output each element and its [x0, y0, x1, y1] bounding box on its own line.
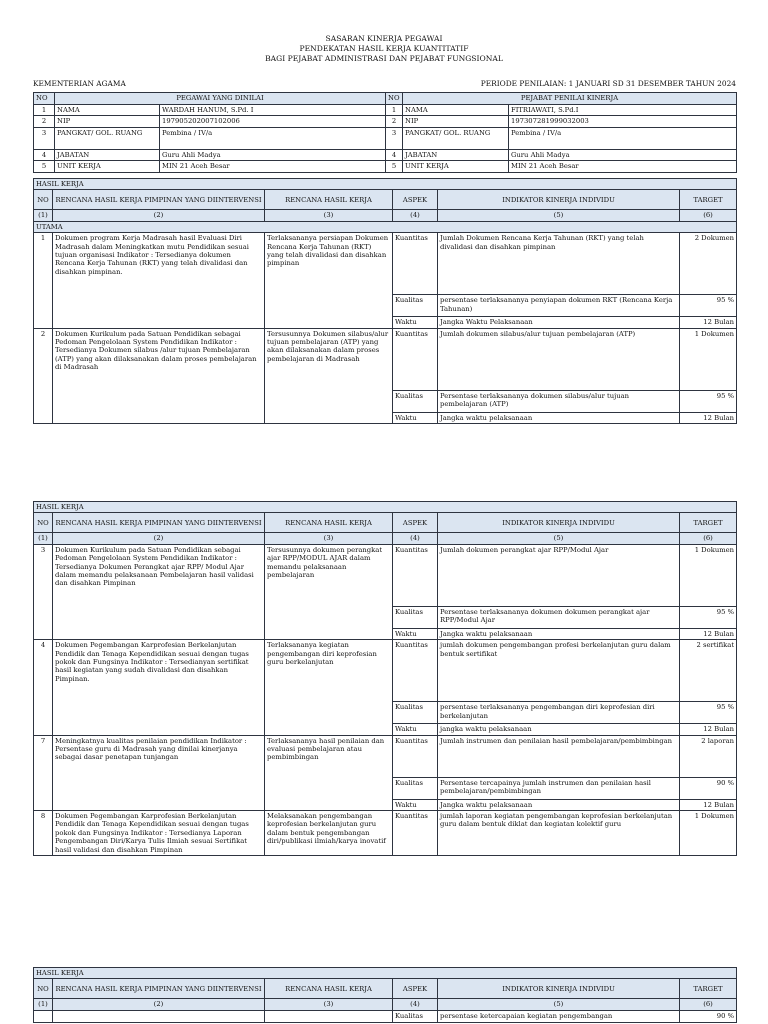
item-pimpinan: Meningkatnya kualitas penilaian pendidikan Indikator : Persentase guru di Madrasah yang dinilai kinerjanya sebagai dasar penetapan tunjangan — [53, 735, 265, 810]
col-num: (4) — [393, 210, 438, 221]
section-title: HASIL KERJA — [34, 502, 737, 513]
employee-unit: MIN 21 Aceh Besar — [160, 161, 386, 172]
item-indikator: Jumlah Dokumen Rencana Kerja Tahunan (RKT) yang telah divalidasi dan disahkan pimpinan — [438, 233, 680, 295]
item-no: 7 — [34, 735, 53, 810]
col-aspek: ASPEK — [393, 513, 438, 533]
identity-row — [34, 105, 737, 116]
item-aspek: Kuantitas — [393, 544, 438, 606]
employee-rank: Pembina / IV/a — [160, 127, 386, 149]
item-aspek: Waktu — [393, 724, 438, 735]
col-num: (5) — [438, 533, 680, 544]
row-no: 3 — [386, 127, 403, 149]
item-pimpinan: Dokumen Kurikulum pada Satuan Pendidikan sebagai Pedoman Pengelolaan System Pendidikan Indikator : Tersedianya Dokumen Perangkat ajar RPP/ Modul Ajar dalam memandu pelaksanaan Pembelajaran hasil validasi dan disahkan Pimpinan — [53, 544, 265, 639]
col-num: (3) — [265, 999, 393, 1010]
table-row — [34, 233, 737, 295]
identity-no-header: NO — [34, 93, 55, 105]
col-num: (6) — [680, 210, 737, 221]
item-rhk: Tersusunnya dokumen perangkat ajar RPP/MODUL AJAR dalam memandu pelaksanaan pembelajaran — [265, 544, 393, 639]
field-label: PANGKAT/ GOL. RUANG — [55, 127, 160, 149]
item-target: 12 Bulan — [680, 799, 737, 810]
section-title: HASIL KERJA — [34, 179, 737, 190]
item-pimpinan: Dokumen Pegembangan Karprofesian Berkelanjutan Pendidik dan Tenaga Kependidikan sesuai dengan tugas pokok dan Fungsinya Indikator : Tersedianya Laporan Pengembangan Diri/Karya Tulis Ilmiah sesuai Sertifikat hasil validasi dan disahkan Pimpinan — [53, 811, 265, 856]
identity-row — [34, 161, 737, 172]
item-rhk: Tersusunnya Dokumen silabus/alur tujuan pembelajaran (ATP) yang akan dilaksanakan dalam proses pembelajaran di Madrasah — [265, 328, 393, 423]
field-label: PANGKAT/ GOL. RUANG — [403, 127, 509, 149]
work-results-table-3 — [33, 967, 737, 1023]
field-label: JABATAN — [55, 149, 160, 160]
row-no: 5 — [34, 161, 55, 172]
assessor-position: Guru Ahli Madya — [509, 149, 737, 160]
row-no: 1 — [34, 105, 55, 116]
col-num: (2) — [53, 210, 265, 221]
assessment-period: PERIODE PENILAIAN: 1 JANUARI SD 31 DESEMBER TAHUN 2024 — [480, 79, 736, 88]
item-target: 12 Bulan — [680, 628, 737, 639]
item-no: 1 — [34, 233, 53, 328]
row-no: 1 — [386, 105, 403, 116]
employee-name: WARDAH HANUM, S.Pd. I — [160, 105, 386, 116]
col-no: NO — [34, 979, 53, 999]
item-aspek: Waktu — [393, 799, 438, 810]
col-indikator: INDIKATOR KINERJA INDIVIDU — [438, 979, 680, 999]
work-results-table-2 — [33, 501, 737, 856]
item-aspek: Kualitas — [393, 390, 438, 412]
item-rhk — [265, 1010, 393, 1022]
field-label: NAMA — [55, 105, 160, 116]
col-rhk-pimpinan: RENCANA HASIL KERJA PIMPINAN YANG DIINTERVENSI — [53, 979, 265, 999]
col-indikator: INDIKATOR KINERJA INDIVIDU — [438, 190, 680, 210]
row-no: 4 — [34, 149, 55, 160]
item-indikator: Jumlah instrumen dan penilaian hasil pembelajaran/pembimbingan — [438, 735, 680, 777]
title-line-2: PENDEKATAN HASIL KERJA KUANTITATIF — [299, 44, 469, 53]
field-label: UNIT KERJA — [55, 161, 160, 172]
col-num: (6) — [680, 533, 737, 544]
col-no: NO — [34, 190, 53, 210]
identity-row — [34, 116, 737, 127]
table-row — [34, 1010, 737, 1022]
field-label: JABATAN — [403, 149, 509, 160]
col-target: TARGET — [680, 513, 737, 533]
col-num: (5) — [438, 999, 680, 1010]
item-target: 90 % — [680, 777, 737, 799]
item-indikator: Jumlah dokumen perangkat ajar RPP/Modul Ajar — [438, 544, 680, 606]
item-aspek: Kualitas — [393, 1010, 438, 1022]
title-line-3: BAGI PEJABAT ADMINISTRASI DAN PEJABAT FUNGSIONAL — [265, 54, 503, 63]
item-target: 1 Dokumen — [680, 811, 737, 856]
item-target: 12 Bulan — [680, 412, 737, 423]
table-row — [34, 811, 737, 856]
item-rhk: Terlaksananya hasil penilaian dan evaluasi pembelajaran atau pembimbingan — [265, 735, 393, 810]
employee-nip: 197905202007102006 — [160, 116, 386, 127]
col-num: (2) — [53, 999, 265, 1010]
col-rhk: RENCANA HASIL KERJA — [265, 979, 393, 999]
item-pimpinan: Dokumen Kurikulum pada Satuan Pendidikan sebagai Pedoman Pengelolaan System Pendidikan Indikator : Tersedianya Dokumen silabus /alur tujuan Pembelajaran (ATP) yang akan dilaksanakan dalam proses pembelajaran di Madrasah — [53, 328, 265, 423]
item-aspek: Kualitas — [393, 295, 438, 317]
item-no: 3 — [34, 544, 53, 639]
item-no: 2 — [34, 328, 53, 423]
item-indikator: jangka waktu pelaksanaan — [438, 724, 680, 735]
table-row — [34, 544, 737, 606]
col-num: (1) — [34, 533, 53, 544]
field-label: NIP — [403, 116, 509, 127]
utama-label: UTAMA — [34, 221, 737, 232]
title-line-1: SASARAN KINERJA PEGAWAI — [325, 34, 443, 43]
col-rhk: RENCANA HASIL KERJA — [265, 513, 393, 533]
item-aspek: Kuantitas — [393, 811, 438, 856]
col-aspek: ASPEK — [393, 190, 438, 210]
item-indikator: persentase terlaksananya penyiapan dokumen RKT (Rencana Kerja Tahunan) — [438, 295, 680, 317]
item-indikator: jumlah dokumen pengembangan profesi berkelanjutan guru dalam bentuk sertifikat — [438, 640, 680, 702]
item-aspek: Waktu — [393, 317, 438, 328]
col-num: (1) — [34, 999, 53, 1010]
item-no — [34, 1010, 53, 1022]
assessor-rank: Pembina / IV/a — [509, 127, 737, 149]
identity-table — [33, 92, 737, 173]
item-target: 12 Bulan — [680, 317, 737, 328]
row-no: 2 — [386, 116, 403, 127]
item-aspek: Kualitas — [393, 702, 438, 724]
item-pimpinan: Dokumen Pegembangan Karprofesian Berkelanjutan Pendidik dan Tenaga Kependidikan sesuai dengan tugas pokok dan Fungsinya Indikator : Tersedianyan sertifikat hasil kegiatan yang sudah divalidasi dan disahkan Pimpinan. — [53, 640, 265, 735]
col-rhk-pimpinan: RENCANA HASIL KERJA PIMPINAN YANG DIINTERVENSI — [53, 513, 265, 533]
item-aspek: Kualitas — [393, 777, 438, 799]
item-indikator: jumlah laporan kegiatan pengembangan keprofesian berkelanjutan guru dalam bentuk diklat dan kegiatan kolektif guru — [438, 811, 680, 856]
row-no: 5 — [386, 161, 403, 172]
item-no: 4 — [34, 640, 53, 735]
item-pimpinan: Dokumen program Kerja Madrasah hasil Evaluasi Diri Madrasah dalam Meningkatkan mutu Pendidikan sesuai tujuan organisasi Indikator : Tersedianya dokumen Rencana Kerja Tahunan (RKT) yang telah divalidasi dan disahkan pimpinan. — [53, 233, 265, 328]
col-rhk: RENCANA HASIL KERJA — [265, 190, 393, 210]
field-label: UNIT KERJA — [403, 161, 509, 172]
item-target: 95 % — [680, 295, 737, 317]
item-target: 95 % — [680, 702, 737, 724]
col-aspek: ASPEK — [393, 979, 438, 999]
item-target: 1 Dokumen — [680, 544, 737, 606]
assessor-name: FITRIAWATI, S.Pd.I — [509, 105, 737, 116]
item-no: 8 — [34, 811, 53, 856]
employee-position: Guru Ahli Madya — [160, 149, 386, 160]
item-indikator: persentase ketercapaian kegiatan pengembangan — [438, 1010, 680, 1022]
col-num: (4) — [393, 999, 438, 1010]
identity-no-header-right: NO — [386, 93, 403, 105]
section-title: HASIL KERJA — [34, 968, 737, 979]
item-aspek: Kuantitas — [393, 233, 438, 295]
item-rhk: Terlaksananya kegiatan pengembangan diri keprofesian guru berkelanjutan — [265, 640, 393, 735]
item-target: 1 Dokumen — [680, 328, 737, 390]
col-num: (3) — [265, 533, 393, 544]
field-label: NAMA — [403, 105, 509, 116]
meta-row — [33, 79, 736, 88]
col-indikator: INDIKATOR KINERJA INDIVIDU — [438, 513, 680, 533]
item-target: 95 % — [680, 390, 737, 412]
col-num: (5) — [438, 210, 680, 221]
item-aspek: Waktu — [393, 628, 438, 639]
item-target: 90 % — [680, 1010, 737, 1022]
item-indikator: Jangka waktu pelaksanaan — [438, 412, 680, 423]
item-target: 2 laporan — [680, 735, 737, 777]
item-aspek: Kualitas — [393, 606, 438, 628]
item-rhk: Melaksanakan pengembangan keprofesian berkelanjutan guru dalam bentuk pengembangan diri/publikasi ilmiah/karya inovatif — [265, 811, 393, 856]
work-results-table-1 — [33, 178, 737, 424]
row-no: 3 — [34, 127, 55, 149]
item-pimpinan — [53, 1010, 265, 1022]
item-indikator: Persentase tercapainya jumlah instrumen dan penilaian hasil pembelajaran/pembimbingan — [438, 777, 680, 799]
item-aspek: Kuantitas — [393, 328, 438, 390]
item-target: 2 sertifikat — [680, 640, 737, 702]
row-no: 4 — [386, 149, 403, 160]
col-target: TARGET — [680, 979, 737, 999]
item-aspek: Waktu — [393, 412, 438, 423]
identity-row — [34, 127, 737, 149]
col-no: NO — [34, 513, 53, 533]
row-no: 2 — [34, 116, 55, 127]
item-target: 2 Dokumen — [680, 233, 737, 295]
item-indikator: Jangka waktu pelaksanaan — [438, 799, 680, 810]
assessor-header: PEJABAT PENILAI KINERJA — [403, 93, 737, 105]
col-num: (4) — [393, 533, 438, 544]
table-row — [34, 735, 737, 777]
col-num: (1) — [34, 210, 53, 221]
col-num: (3) — [265, 210, 393, 221]
item-rhk: Terlaksananya persiapan Dokumen Rencana Kerja Tahunan (RKT) yang telah divalidasi dan disahkan pimpinan — [265, 233, 393, 328]
table-row — [34, 328, 737, 390]
institution-name: KEMENTERIAN AGAMA — [33, 79, 126, 88]
item-indikator: Persentase terlaksananya dokumen silabus/alur tujuan pembelajaran (ATP) — [438, 390, 680, 412]
assessor-nip: 197307281999032003 — [509, 116, 737, 127]
assessor-unit: MIN 21 Aceh Besar — [509, 161, 737, 172]
item-target: 12 Bulan — [680, 724, 737, 735]
item-target: 95 % — [680, 606, 737, 628]
employee-header: PEGAWAI YANG DINILAI — [55, 93, 386, 105]
col-rhk-pimpinan: RENCANA HASIL KERJA PIMPINAN YANG DIINTERVENSI — [53, 190, 265, 210]
item-indikator: Jumlah dokumen silabus/alur tujuan pembelajaran (ATP) — [438, 328, 680, 390]
item-indikator: Jangka waktu pelaksanaan — [438, 628, 680, 639]
col-num: (6) — [680, 999, 737, 1010]
item-indikator: persentase terlaksananya pengembangan diri keprofesian diri berkelanjutan — [438, 702, 680, 724]
col-num: (2) — [53, 533, 265, 544]
document-title — [0, 34, 768, 64]
table-row — [34, 640, 737, 702]
item-aspek: Kuantitas — [393, 735, 438, 777]
identity-row — [34, 149, 737, 160]
col-target: TARGET — [680, 190, 737, 210]
item-indikator: Jangka Waktu Pelaksanaan — [438, 317, 680, 328]
item-indikator: Persentase terlaksananya dokumen dokumen perangkat ajar RPP/Modul Ajar — [438, 606, 680, 628]
field-label: NIP — [55, 116, 160, 127]
item-aspek: Kuantitas — [393, 640, 438, 702]
